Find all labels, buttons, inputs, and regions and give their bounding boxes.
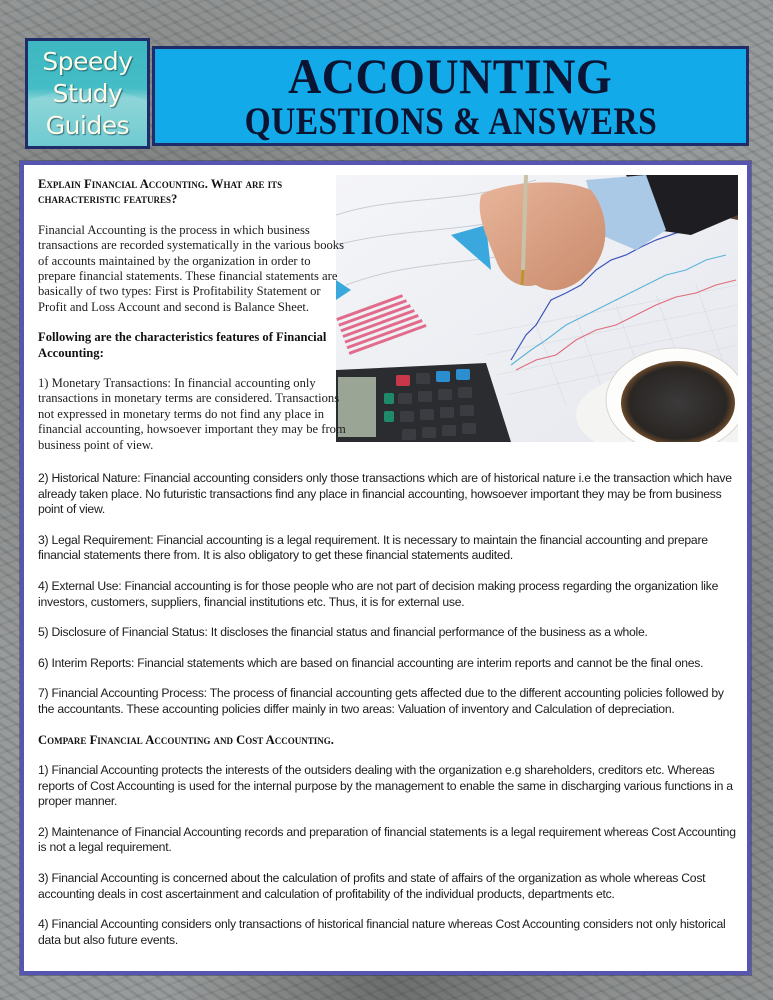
content-panel [20,161,751,975]
accounting-photo [336,175,738,442]
accounting-photo-illustration [336,175,738,442]
comparison-item-4: 4) Financial Accounting considers only transactions of historical financial nature whereas Cost Accounting considers not only historical data but also future events. [38,917,726,947]
characteristic-item-7: 7) Financial Accounting Process: The process of financial accounting gets affected due to the different accounting policies followed by the accountants. These accounting policies differ mainly in two areas: Valuation of inventory and Calculation of depreciation. [38,686,724,716]
characteristic-item-3: 3) Legal Requirement: Financial accounting is a legal requirement. It is necessary to maintain the financial accounting and prepare financial statements there from. It is also obligatory to get these financial statements audited. [38,532,708,563]
characteristic-item-5: 5) Disclosure of Financial Status: It discloses the financial status and financial performance of the business as a whole. [38,625,648,640]
characteristics-subheading: Following are the characteristics features of Financial Accounting: [38,330,327,360]
section1-intro-column [38,177,350,468]
page-title: ACCOUNTING [288,48,613,104]
characteristic-item-2: 2) Historical Nature: Financial accounting considers only those transactions which are of historical nature i.e the transaction which have already taken place. No futuristic transactions find any place in financial accounting, howsoever important they may be from business point of view. [38,471,732,517]
speedy-study-guides-logo [25,38,150,149]
section2-heading: Compare Financial Accounting and Cost Accounting. [38,732,334,747]
comparison-item-3: 3) Financial Accounting is concerned about the calculation of profits and state of affairs of the organization as whole whereas Cost accounting deals in cost ascertainment and calculation of profitability of the individual products, departments etc. [38,870,706,901]
page-subtitle: QUESTIONS & ANSWERS [244,100,657,143]
main-text-column [38,471,738,963]
logo-line-study: Study [52,78,123,108]
characteristic-item-6: 6) Interim Reports: Financial statements which are based on financial accounting are interim reports and cannot be the final ones. [38,655,704,670]
logo-line-speedy: Speedy [42,46,133,76]
title-banner [152,46,749,146]
section1-heading: Explain Financial Accounting. What are its characteristic features? [38,177,283,207]
section1-intro: Financial Accounting is the process in which business transactions are recorded systematically in the various books of accounts maintained by the organization in order to prepare financial statements. These financial statements are basically of two types: First is Profitability Statement or Profit and Loss Account and second is Balance Sheet. [38,222,345,314]
characteristic-item-1: 1) Monetary Transactions: In financial accounting only transactions in monetary terms are considered. Transactions not expressed in monetary terms do not find any place in financial accounting, howsoever important they may be from business point of view. [38,376,346,452]
comparison-item-1: 1) Financial Accounting protects the interests of the outsiders dealing with the organization e.g shareholders, creditors etc. Whereas reports of Cost Accounting is used for the internal purpose by the management to enable the same in discharging various functions in a proper manner. [38,762,733,809]
logo-line-guides: Guides [45,110,130,140]
comparison-item-2: 2) Maintenance of Financial Accounting records and preparation of financial statements is a legal requirement whereas Cost Accounting is not a legal requirement. [38,824,736,855]
characteristic-item-4: 4) External Use: Financial accounting is for those people who are not part of decision making process regarding the organization like investors, customers, suppliers, financial institutions etc. Thus, it is for external use. [38,578,719,609]
